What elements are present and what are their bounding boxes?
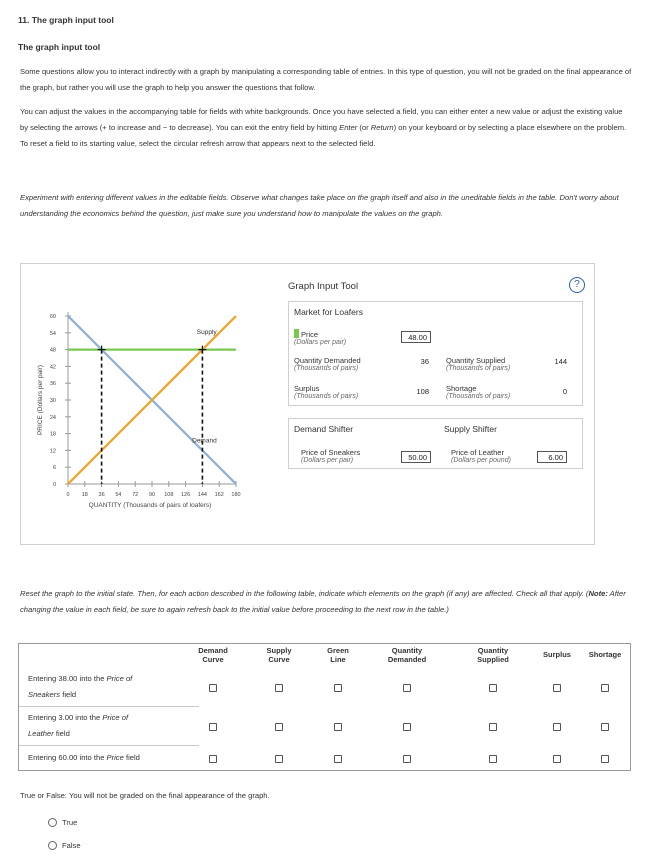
- row-label-2: Entering 3.00 into the Price of Leather field: [28, 713, 129, 738]
- radio-false[interactable]: [48, 841, 57, 850]
- question-title: 11. The graph input tool: [18, 15, 114, 25]
- x-tick-label: 36: [98, 492, 105, 498]
- checkbox-r1-c7[interactable]: [601, 684, 609, 692]
- shifter-box: [288, 418, 583, 469]
- intro-paragraph-1: Some questions allow you to interact indirectly with a graph by manipulating a corresponding table of entries. In this type of question, you will not be graded on the final appearance of the graph, but rather you will use the graph to help you answer the questions that follow.: [20, 67, 632, 92]
- demand-shifter-title: Demand Shifter: [294, 424, 354, 434]
- y-tick-label: 6: [52, 465, 56, 472]
- checkbox-r3-c6[interactable]: [553, 755, 561, 763]
- checkbox-r3-c1[interactable]: [209, 755, 217, 763]
- section-title: The graph input tool: [18, 42, 101, 52]
- checkbox-r1-c5[interactable]: [489, 684, 497, 692]
- checkbox-r3-c3[interactable]: [334, 755, 342, 763]
- checkbox-r3-c2[interactable]: [275, 755, 283, 763]
- row-divider: [19, 706, 199, 707]
- checkbox-r2-c7[interactable]: [601, 723, 609, 731]
- graph-input-panel: [20, 263, 595, 545]
- radio-false-label: False: [62, 841, 81, 850]
- y-tick-label: 12: [49, 448, 56, 455]
- y-tick-label: 0: [52, 482, 56, 488]
- help-icon[interactable]: ?: [569, 277, 585, 293]
- price-of-sneakers-input[interactable]: [401, 451, 431, 463]
- checkbox-r3-c7[interactable]: [601, 755, 609, 763]
- graph-input-tool-title: Graph Input Tool: [288, 281, 359, 292]
- intro-paragraph-3: Experiment with entering different values in the editable fields. Observe what changes take place on the graph itself and also in the uneditable fields in the table. Don't worry about understanding the economics behind the question, just make sure you understand how to manipulate the values on the graph.: [20, 193, 619, 218]
- task-table: [18, 643, 631, 771]
- price-input[interactable]: [401, 331, 431, 343]
- checkbox-r1-c2[interactable]: [275, 684, 283, 692]
- checkbox-r2-c5[interactable]: [489, 723, 497, 731]
- checkbox-r2-c2[interactable]: [275, 723, 283, 731]
- column-header: Supply Curve: [266, 646, 292, 664]
- column-header: Quantity Supplied: [477, 646, 509, 664]
- checkbox-r1-c1[interactable]: [209, 684, 217, 692]
- quantity-demanded-label: Quantity Demanded (Thousands of pairs): [294, 356, 361, 372]
- checkbox-r1-c6[interactable]: [553, 684, 561, 692]
- true-false-question: True or False: You will not be graded on the final appearance of the graph.: [20, 791, 270, 800]
- column-header: Shortage: [588, 650, 622, 659]
- x-tick-label: 126: [181, 492, 191, 498]
- shortage-value: 0: [562, 387, 567, 396]
- price-of-leather-input[interactable]: [537, 451, 567, 463]
- y-tick-label: 48: [49, 347, 56, 354]
- x-tick-label: 162: [214, 492, 224, 498]
- x-tick-label: 18: [81, 492, 88, 498]
- row-label-3: Entering 60.00 into the Price field: [28, 753, 140, 762]
- demand-label: Demand: [192, 437, 217, 445]
- checkbox-r2-c3[interactable]: [334, 723, 342, 731]
- x-tick-label: 0: [66, 492, 70, 498]
- checkbox-r2-c6[interactable]: [553, 723, 561, 731]
- intro-paragraph-2: You can adjust the values in the accompanying table for fields with white backgrounds. Once you have selected a field, you can either enter a new value or adjust the existing value by selecting the arrows (+ to increase and − to decrease). You can exit the entry field by hitting Enter (or Return) on your keyboard or by selecting a place elsewhere on the problem. To reset a field to its starting value, select the circular refresh arrow that appears next to the selected field.: [20, 107, 627, 148]
- green-line-swatch: [294, 329, 299, 338]
- y-tick-label: 36: [49, 381, 56, 388]
- supply-label: Supply: [196, 329, 217, 337]
- supply-shifter-title: Supply Shifter: [444, 424, 497, 434]
- y-tick-label: 24: [49, 414, 56, 421]
- radio-true-label: True: [62, 818, 78, 827]
- price-of-sneakers-label: Price of Sneakers (Dollars per pair): [301, 448, 361, 464]
- y-tick-label: 42: [49, 364, 56, 371]
- surplus-value: 108: [416, 387, 429, 396]
- quantity-demanded-value: 36: [420, 357, 429, 366]
- column-header: Demand Curve: [198, 646, 228, 664]
- x-axis-label: QUANTITY (Thousands of pairs of loafers): [88, 502, 212, 509]
- y-tick-label: 30: [49, 398, 56, 404]
- checkbox-r3-c5[interactable]: [489, 755, 497, 763]
- radio-true[interactable]: [48, 818, 57, 827]
- row-divider: [19, 745, 199, 746]
- checkbox-r1-c3[interactable]: [334, 684, 342, 692]
- price-of-leather-label: Price of Leather (Dollars per pound): [451, 448, 511, 464]
- shortage-label: Shortage (Thousands of pairs): [446, 384, 511, 400]
- y-tick-label: 54: [49, 330, 56, 337]
- column-header: Quantity Demanded: [387, 646, 427, 664]
- x-tick-label: 144: [197, 492, 207, 498]
- row-label-1: Entering 38.00 into the Price of Sneakers field: [28, 674, 133, 699]
- quantity-supplied-label: Quantity Supplied (Thousands of pairs): [446, 356, 511, 372]
- market-title: Market for Loafers: [294, 307, 363, 317]
- market-box: [288, 301, 583, 406]
- checkbox-r3-c4[interactable]: [403, 755, 411, 763]
- x-tick-label: 108: [164, 492, 174, 498]
- y-tick-label: 60: [49, 314, 56, 320]
- price-label: Price (Dollars per pair): [294, 330, 347, 346]
- quantity-supplied-value: 144: [554, 357, 567, 366]
- x-tick-label: 54: [115, 492, 122, 498]
- checkbox-r2-c1[interactable]: [209, 723, 217, 731]
- supply-demand-chart[interactable]: [21, 264, 261, 546]
- y-tick-label: 18: [49, 431, 56, 438]
- column-header: Green Line: [327, 646, 349, 664]
- checkbox-r2-c4[interactable]: [403, 723, 411, 731]
- column-header: Surplus: [543, 650, 571, 659]
- instructions: Reset the graph to the initial state. Then, for each action described in the following table, indicate which elements on the graph (if any) are affected. Check all that apply. (Note: After changing the value in each field, be sure to again refresh back to the initial value before proceeding to the next row in the table.): [20, 589, 626, 614]
- surplus-label: Surplus (Thousands of pairs): [294, 384, 359, 400]
- x-tick-label: 72: [132, 492, 139, 498]
- checkbox-r1-c4[interactable]: [403, 684, 411, 692]
- x-tick-label: 180: [231, 492, 241, 498]
- x-tick-label: 90: [148, 492, 156, 498]
- y-axis-label: PRICE (Dollars per pair): [37, 364, 44, 436]
